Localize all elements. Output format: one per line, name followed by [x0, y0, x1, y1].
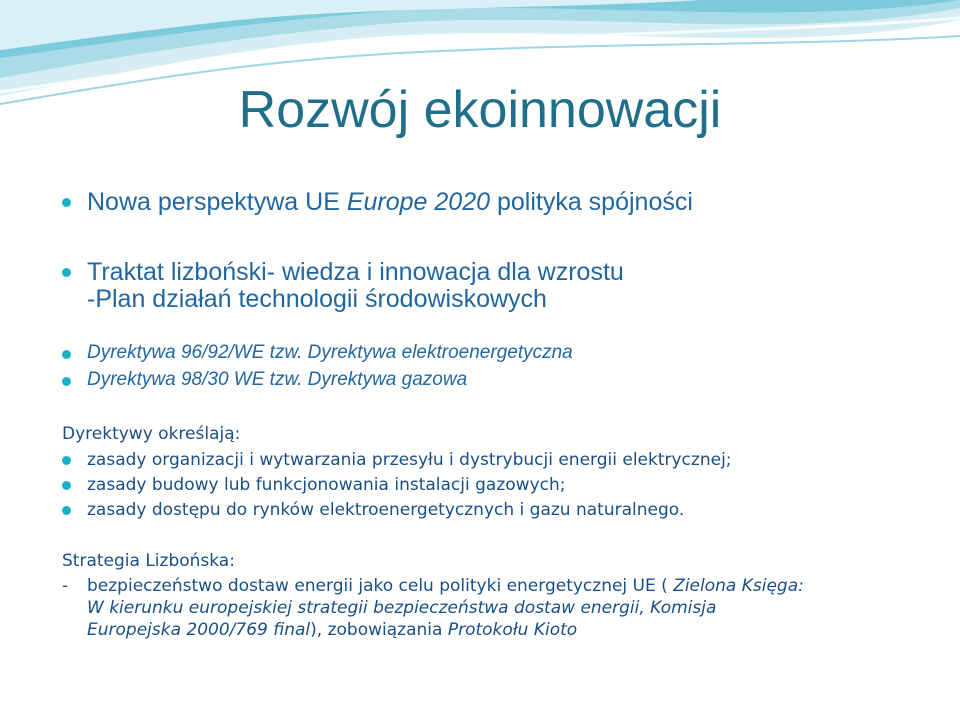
bullet-europe-2020: [87, 188, 693, 217]
item2-line2: -Plan działań technologii środowiskowych: [87, 285, 547, 313]
define-item-1: zasady organizacji i wytwarzania przesyłu i dystrybucji energii elektrycznej;: [87, 450, 732, 470]
item1-pre: Nowa perspektywa UE: [87, 188, 347, 216]
directive-1: Dyrektywa 96/92/WE tzw. Dyrektywa elektroenergetyczna: [87, 342, 573, 363]
bullet-icon: [62, 456, 71, 465]
strategy-line-1: [87, 576, 804, 596]
strategy-dash: -: [62, 576, 69, 596]
strategy-line-3: [87, 620, 577, 640]
strategy-line-2: W kierunku europejskiej strategii bezpieczeństwa dostaw energii, Komisja: [87, 598, 717, 618]
strategy-l3-italic2: Protokołu Kioto: [447, 620, 578, 640]
strategy-l3-italic: Europejska 2000/769 final: [87, 620, 311, 640]
bullet-icon: [62, 198, 71, 207]
bullet-icon: [62, 268, 71, 277]
strategy-l1-italic: Zielona Księga:: [673, 576, 804, 596]
slide-title: Rozwój ekoinnowacji: [238, 81, 722, 139]
directive-2: Dyrektywa 98/30 WE tzw. Dyrektywa gazowa: [87, 369, 468, 390]
bullet-icon: [62, 350, 71, 359]
bullet-icon: [62, 481, 71, 490]
item1-post: polityka spójności: [490, 188, 693, 216]
define-item-3: zasady dostępu do rynków elektroenergetycznych i gazu naturalnego.: [87, 500, 685, 520]
define-item-2: zasady budowy lub funkcjonowania instalacji gazowych;: [87, 475, 566, 495]
strategy-l1-plain: bezpieczeństwo dostaw energii jako celu polityki energetycznej UE (: [87, 576, 674, 596]
item1-italic: Europe 2020: [346, 188, 491, 216]
bullet-icon: [62, 506, 71, 515]
strategy-label: Strategia Lizbońska:: [62, 551, 235, 571]
item2-line1: Traktat lizboński- wiedza i innowacja dla wzrostu: [87, 258, 624, 286]
strategy-l3-plain: ), zobowiązania: [310, 620, 448, 640]
define-label: Dyrektywy określają:: [62, 424, 241, 444]
bullet-icon: [62, 377, 71, 386]
